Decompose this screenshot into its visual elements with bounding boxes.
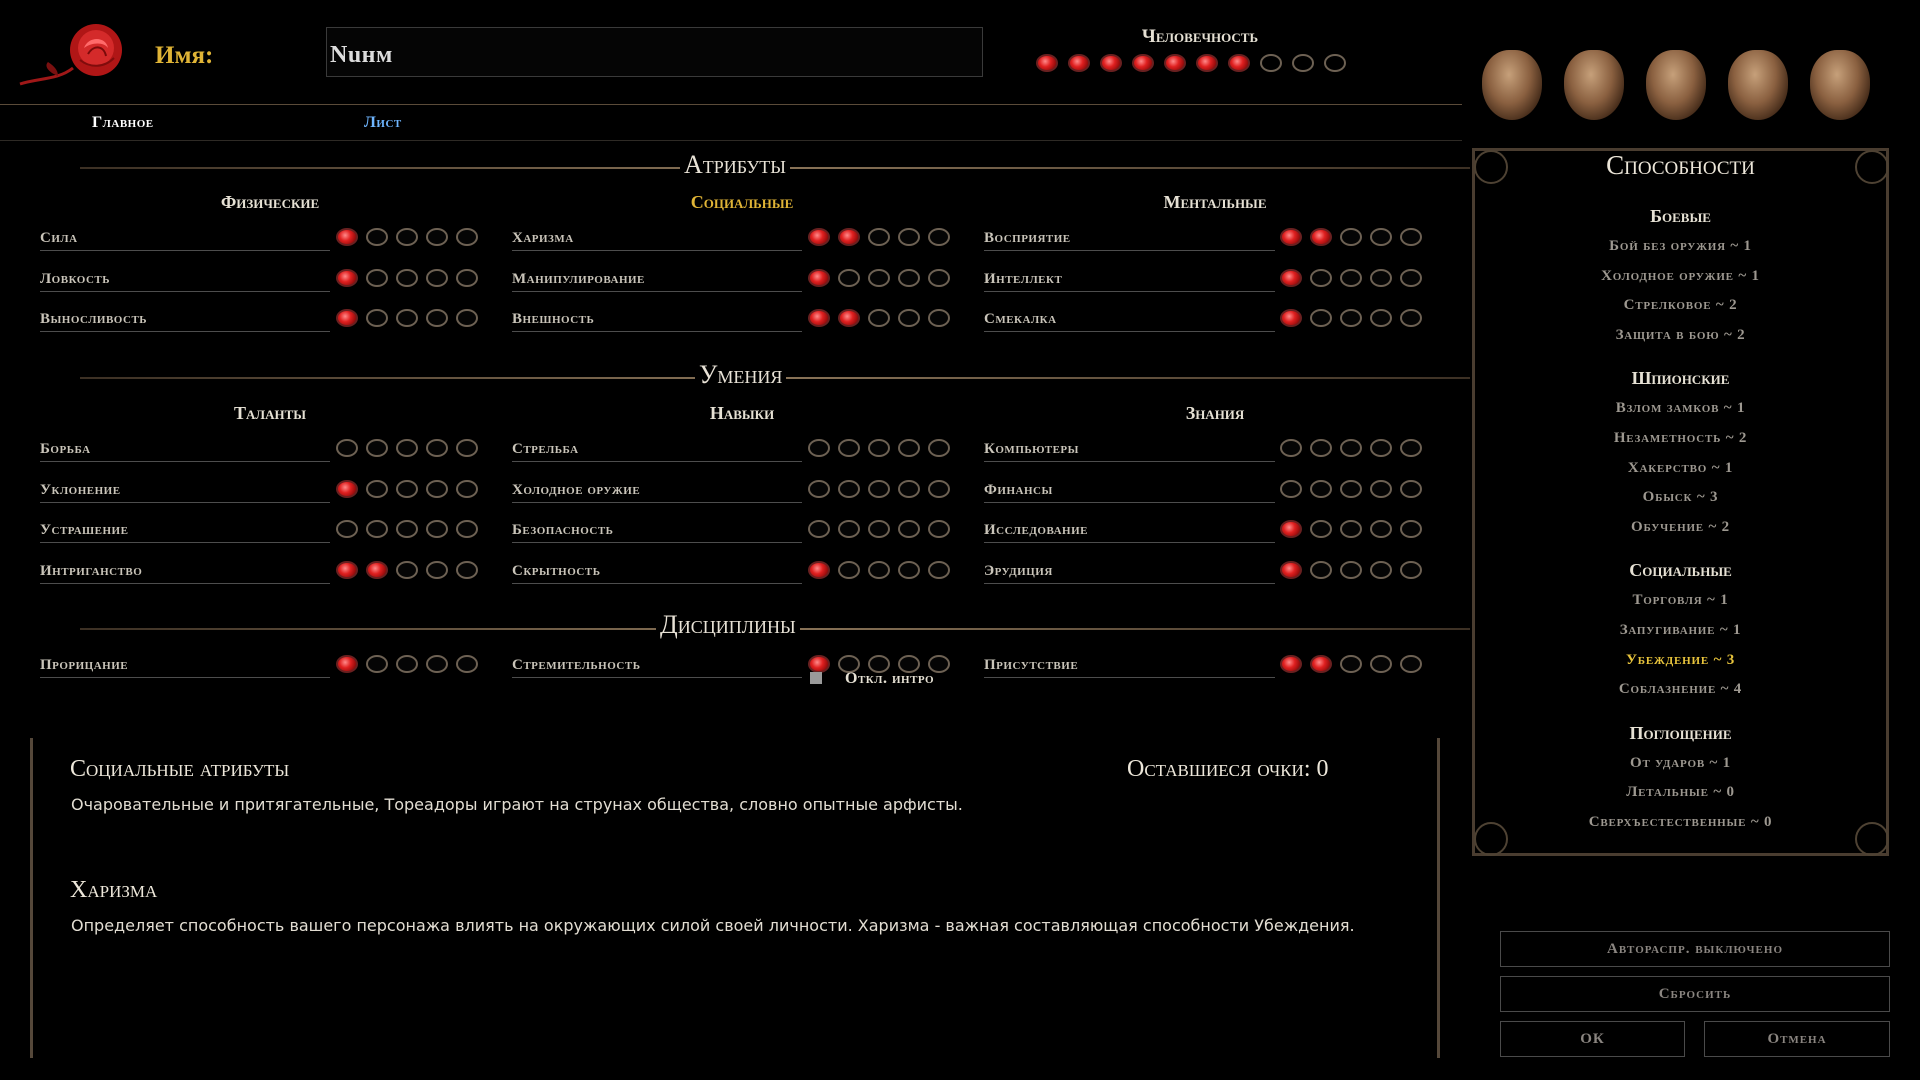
skill-dot[interactable]	[426, 561, 448, 579]
skill-label: Устрашение	[40, 522, 129, 538]
skill-dot[interactable]	[396, 480, 418, 498]
skill-dot[interactable]	[928, 520, 950, 538]
skill-dot[interactable]	[838, 520, 860, 538]
attribute-dot[interactable]	[1370, 269, 1392, 287]
attribute-dot[interactable]	[1400, 309, 1422, 327]
discipline-dot[interactable]	[456, 655, 478, 673]
skill-label: Финансы	[984, 482, 1053, 498]
attribute-label: Сила	[40, 230, 78, 246]
skill-dot[interactable]	[426, 480, 448, 498]
ability-item[interactable]: Стрелковое ~ 2	[1623, 297, 1738, 314]
attribute-dot[interactable]	[898, 309, 920, 327]
discipline-dot[interactable]	[426, 655, 448, 673]
skill-dot[interactable]	[426, 520, 448, 538]
skill-dot[interactable]	[898, 561, 920, 579]
attribute-dot[interactable]	[336, 228, 358, 246]
discipline-dot[interactable]	[1400, 655, 1422, 673]
skill-dot[interactable]	[898, 520, 920, 538]
discipline-label: Прорицание	[40, 657, 129, 673]
attribute-dot[interactable]	[898, 228, 920, 246]
skill-dot[interactable]	[1340, 561, 1362, 579]
discipline-label: Стремительность	[512, 657, 641, 673]
attribute-dot[interactable]	[1400, 228, 1422, 246]
attribute-dot[interactable]	[456, 228, 478, 246]
discipline-dot[interactable]	[1310, 655, 1332, 673]
skill-dots[interactable]	[336, 520, 478, 538]
skill-label: Безопасность	[512, 522, 614, 538]
skill-underline	[512, 502, 802, 503]
skill-dot[interactable]	[336, 480, 358, 498]
tabs-divider	[0, 140, 1462, 141]
attribute-dots[interactable]	[336, 269, 478, 287]
attribute-dot[interactable]	[426, 269, 448, 287]
humanity-dot	[1164, 54, 1186, 72]
skill-dots[interactable]	[1280, 439, 1422, 457]
attribute-dot[interactable]	[366, 309, 388, 327]
disciplines-title: Дисциплины	[656, 610, 800, 640]
skill-dot[interactable]	[336, 561, 358, 579]
humanity-dots	[1036, 54, 1346, 72]
discipline-label: Присутствие	[984, 657, 1079, 673]
attribute-dots[interactable]	[808, 228, 950, 246]
attribute-dot[interactable]	[1310, 269, 1332, 287]
attribute-dots[interactable]	[336, 309, 478, 327]
skill-dot[interactable]	[808, 520, 830, 538]
skill-underline	[512, 583, 802, 584]
skill-underline	[984, 542, 1275, 543]
ability-item[interactable]: Взлом замков ~ 1	[1615, 400, 1746, 417]
skill-dots[interactable]	[336, 439, 478, 457]
ability-item[interactable]: Бой без оружия ~ 1	[1609, 238, 1752, 254]
skill-dots[interactable]	[336, 480, 478, 498]
remaining-points: Оставшиеся очки: 0	[1127, 756, 1329, 782]
ability-group-title: Поглощение	[1629, 722, 1732, 743]
skill-dots[interactable]	[808, 520, 950, 538]
discipline-dot[interactable]	[1280, 655, 1302, 673]
humanity-dot	[1132, 54, 1154, 72]
skill-dot[interactable]	[928, 480, 950, 498]
attribute-underline	[512, 331, 802, 332]
attribute-dot[interactable]	[928, 228, 950, 246]
skill-dot[interactable]	[1400, 480, 1422, 498]
column-talents: Таланты	[233, 403, 307, 423]
skill-dots[interactable]	[1280, 480, 1422, 498]
ok-button[interactable]: ОК	[1500, 1021, 1685, 1057]
column-physical: Физические	[220, 192, 320, 212]
skill-dot[interactable]	[366, 561, 388, 579]
attribute-dot[interactable]	[838, 269, 860, 287]
skill-dot[interactable]	[868, 480, 890, 498]
skill-underline	[40, 583, 330, 584]
attribute-label: Смекалка	[984, 311, 1057, 327]
name-label: Имя:	[155, 42, 214, 69]
skills-title: Умения	[695, 360, 786, 390]
skill-dot[interactable]	[898, 439, 920, 457]
skill-underline	[40, 502, 330, 503]
skill-dot[interactable]	[868, 561, 890, 579]
skill-underline	[512, 461, 802, 462]
attribute-dot[interactable]	[1280, 228, 1302, 246]
attribute-dot[interactable]	[868, 228, 890, 246]
skill-dot[interactable]	[1280, 480, 1302, 498]
skill-dot[interactable]	[396, 520, 418, 538]
skill-label: Уклонение	[40, 482, 121, 498]
attribute-underline	[984, 291, 1275, 292]
skill-underline	[984, 461, 1275, 462]
humanity-dot	[1260, 54, 1282, 72]
skill-dots[interactable]	[808, 439, 950, 457]
ability-item[interactable]: Хакерство ~ 1	[1627, 459, 1734, 476]
attribute-underline	[984, 250, 1275, 251]
ability-item[interactable]: Соблазнение ~ 4	[1618, 681, 1743, 698]
skill-dot[interactable]	[808, 480, 830, 498]
ability-item[interactable]: Незаметность ~ 2	[1613, 430, 1748, 446]
skill-dot[interactable]	[928, 439, 950, 457]
skill-dot[interactable]	[426, 439, 448, 457]
attribute-dots[interactable]	[336, 228, 478, 246]
attribute-dot[interactable]	[928, 269, 950, 287]
skill-dot[interactable]	[1310, 520, 1332, 538]
skill-label: Холодное оружие	[512, 482, 641, 498]
attributes-title: Атрибуты	[680, 150, 790, 180]
attribute-underline	[512, 250, 802, 251]
skill-dot[interactable]	[1340, 480, 1362, 498]
description-section-title: Социальные атрибуты	[70, 756, 290, 782]
skill-dot[interactable]	[1370, 439, 1392, 457]
skill-dots[interactable]	[336, 561, 478, 579]
attribute-dot[interactable]	[1280, 269, 1302, 287]
attribute-underline	[984, 331, 1275, 332]
skill-underline	[40, 542, 330, 543]
skill-dot[interactable]	[456, 561, 478, 579]
description-panel	[30, 738, 1440, 1058]
ability-item[interactable]: Убеждение ~ 3	[1625, 651, 1736, 668]
skill-dots[interactable]	[1280, 520, 1422, 538]
column-social[interactable]: Социальные	[690, 192, 794, 212]
attribute-dot[interactable]	[426, 309, 448, 327]
discipline-dots[interactable]	[1280, 655, 1422, 673]
attribute-label: Внешность	[512, 311, 595, 327]
skill-dot[interactable]	[456, 520, 478, 538]
mask-row	[1482, 50, 1870, 120]
name-value[interactable]: Nuнм	[330, 42, 393, 68]
attribute-dot[interactable]	[1400, 269, 1422, 287]
discipline-underline	[40, 677, 330, 678]
ability-item[interactable]: От ударов ~ 1	[1630, 754, 1731, 771]
skill-dot[interactable]	[1310, 480, 1332, 498]
humanity-dot	[1324, 54, 1346, 72]
humanity-dot	[1196, 54, 1218, 72]
attribute-dot[interactable]	[1310, 309, 1332, 327]
skill-dot[interactable]	[366, 439, 388, 457]
ability-item[interactable]: Запугивание ~ 1	[1619, 622, 1742, 638]
skill-dot[interactable]	[1340, 439, 1362, 457]
discipline-dot[interactable]	[366, 655, 388, 673]
attribute-dot[interactable]	[456, 269, 478, 287]
attribute-dot[interactable]	[808, 228, 830, 246]
reset-button[interactable]: Сбросить	[1500, 976, 1890, 1012]
skill-dot[interactable]	[396, 561, 418, 579]
attribute-label: Манипулирование	[512, 271, 645, 287]
mask-icon[interactable]	[1482, 50, 1542, 120]
ability-item[interactable]: Обыск ~ 3	[1642, 489, 1719, 506]
intro-checkbox[interactable]	[810, 672, 822, 684]
skill-dot[interactable]	[838, 439, 860, 457]
skill-label: Эрудиция	[984, 563, 1053, 579]
attribute-dot[interactable]	[366, 228, 388, 246]
attribute-dot[interactable]	[1340, 228, 1362, 246]
humanity-dot	[1036, 54, 1058, 72]
attribute-dot[interactable]	[396, 228, 418, 246]
skill-dot[interactable]	[808, 561, 830, 579]
skill-underline	[984, 502, 1275, 503]
skill-dot[interactable]	[1370, 480, 1392, 498]
mask-icon[interactable]	[1646, 50, 1706, 120]
skill-dot[interactable]	[396, 439, 418, 457]
attribute-label: Харизма	[512, 230, 574, 246]
humanity-dot	[1292, 54, 1314, 72]
mask-icon[interactable]	[1810, 50, 1870, 120]
rose-logo-icon	[18, 18, 138, 90]
attribute-label: Выносливость	[40, 311, 148, 327]
skill-dot[interactable]	[456, 480, 478, 498]
skill-dot[interactable]	[366, 520, 388, 538]
discipline-dot[interactable]	[1340, 655, 1362, 673]
tab-main[interactable]: Главное	[92, 114, 154, 131]
skill-dot[interactable]	[928, 561, 950, 579]
skill-dot[interactable]	[898, 480, 920, 498]
attribute-label: Восприятие	[984, 230, 1071, 246]
skill-underline	[512, 542, 802, 543]
skill-dots[interactable]	[808, 561, 950, 579]
discipline-dots[interactable]	[336, 655, 478, 673]
skill-label: Компьютеры	[984, 441, 1079, 457]
discipline-dot[interactable]	[808, 655, 830, 673]
attribute-dots[interactable]	[1280, 309, 1422, 327]
skill-dot[interactable]	[1280, 439, 1302, 457]
skill-label: Скрытность	[512, 563, 601, 579]
attribute-dot[interactable]	[336, 269, 358, 287]
mask-icon[interactable]	[1564, 50, 1624, 120]
skill-dot[interactable]	[808, 439, 830, 457]
skill-dot[interactable]	[1310, 561, 1332, 579]
discipline-dot[interactable]	[1370, 655, 1392, 673]
skill-dot[interactable]	[366, 480, 388, 498]
ability-item[interactable]: Защита в бою ~ 2	[1615, 326, 1746, 343]
attribute-dot[interactable]	[808, 309, 830, 327]
attribute-dot[interactable]	[396, 309, 418, 327]
attribute-dot[interactable]	[838, 309, 860, 327]
attribute-dot[interactable]	[808, 269, 830, 287]
attribute-underline	[512, 291, 802, 292]
skill-dot[interactable]	[838, 480, 860, 498]
skill-underline	[984, 583, 1275, 584]
ability-group-title: Боевые	[1650, 206, 1711, 226]
attribute-label: Интеллект	[984, 271, 1063, 287]
intro-toggle-label[interactable]: Откл. интро	[845, 670, 935, 687]
humanity-dot	[1068, 54, 1090, 72]
skill-label: Исследование	[984, 522, 1088, 538]
attribute-dot[interactable]	[838, 228, 860, 246]
skill-dot[interactable]	[868, 520, 890, 538]
description-section-text: Очаровательные и притягательные, Тореадоры играют на струнах общества, словно опытные арфисты.	[71, 795, 963, 814]
skill-dot[interactable]	[1340, 520, 1362, 538]
skill-dot[interactable]	[1370, 561, 1392, 579]
attribute-underline	[40, 250, 330, 251]
ability-item[interactable]: Торговля ~ 1	[1632, 592, 1729, 609]
skill-dot[interactable]	[838, 561, 860, 579]
tab-sheet[interactable]: Лист	[364, 114, 402, 131]
discipline-dot[interactable]	[336, 655, 358, 673]
attribute-dot[interactable]	[1280, 309, 1302, 327]
attribute-dots[interactable]	[1280, 228, 1422, 246]
skill-dot[interactable]	[456, 439, 478, 457]
ability-group-title: Социальные	[1629, 560, 1732, 581]
attribute-dot[interactable]	[1340, 269, 1362, 287]
attribute-dot[interactable]	[396, 269, 418, 287]
description-item-title: Харизма	[70, 877, 158, 903]
attribute-dot[interactable]	[1370, 228, 1392, 246]
attribute-dot[interactable]	[1340, 309, 1362, 327]
discipline-dot[interactable]	[396, 655, 418, 673]
ability-item[interactable]: Летальные ~ 0	[1626, 784, 1735, 801]
skill-label: Интриганство	[40, 563, 143, 579]
skill-dot[interactable]	[1280, 520, 1302, 538]
attribute-dot[interactable]	[1310, 228, 1332, 246]
attribute-dots[interactable]	[808, 269, 950, 287]
discipline-underline	[512, 677, 802, 678]
attribute-dot[interactable]	[1370, 309, 1392, 327]
mask-icon[interactable]	[1728, 50, 1788, 120]
ability-item[interactable]: Сверхъестественные ~ 0	[1588, 814, 1773, 830]
skill-dot[interactable]	[1310, 439, 1332, 457]
header-divider	[0, 104, 1462, 105]
attribute-label: Ловкость	[40, 271, 111, 287]
abilities-title: Способности	[1606, 150, 1755, 180]
skill-dot[interactable]	[1400, 439, 1422, 457]
humanity-dot	[1100, 54, 1122, 72]
attribute-dot[interactable]	[366, 269, 388, 287]
skill-dot[interactable]	[336, 520, 358, 538]
autodistribute-button[interactable]: Автораспр. выключено	[1500, 931, 1890, 967]
skill-dot[interactable]	[1370, 520, 1392, 538]
attribute-underline	[40, 331, 330, 332]
attribute-underline	[40, 291, 330, 292]
skill-dots[interactable]	[808, 480, 950, 498]
column-skills: Навыки	[709, 403, 775, 423]
skill-underline	[40, 461, 330, 462]
attribute-dot[interactable]	[868, 269, 890, 287]
skill-dot[interactable]	[868, 439, 890, 457]
skill-dot[interactable]	[1400, 561, 1422, 579]
humanity-dot	[1228, 54, 1250, 72]
ability-item[interactable]: Холодное оружие ~ 1	[1601, 267, 1760, 284]
attribute-dot[interactable]	[456, 309, 478, 327]
attribute-dot[interactable]	[868, 309, 890, 327]
ability-group-title: Шпионские	[1631, 368, 1730, 389]
column-mental: Ментальные	[1163, 192, 1267, 212]
attribute-dot[interactable]	[336, 309, 358, 327]
cancel-button[interactable]: Отмена	[1704, 1021, 1890, 1057]
skill-label: Стрельба	[512, 441, 579, 457]
skill-dot[interactable]	[1400, 520, 1422, 538]
ability-item[interactable]: Обучение ~ 2	[1631, 518, 1730, 535]
discipline-underline	[984, 677, 1275, 678]
description-item-text: Определяет способность вашего персонажа влиять на окружающих силой своей личности. Харизма - важная составляющая способности Убеждения.	[71, 916, 1355, 935]
skill-dots[interactable]	[1280, 561, 1422, 579]
attribute-dot[interactable]	[928, 309, 950, 327]
attribute-dots[interactable]	[808, 309, 950, 327]
attribute-dots[interactable]	[1280, 269, 1422, 287]
attribute-dot[interactable]	[898, 269, 920, 287]
skill-dot[interactable]	[1280, 561, 1302, 579]
humanity-label: Человечность	[1141, 26, 1259, 47]
skill-dot[interactable]	[336, 439, 358, 457]
column-knowledges: Знания	[1185, 403, 1245, 423]
attribute-dot[interactable]	[426, 228, 448, 246]
skill-label: Борьба	[40, 441, 91, 457]
name-input[interactable]	[326, 27, 983, 77]
